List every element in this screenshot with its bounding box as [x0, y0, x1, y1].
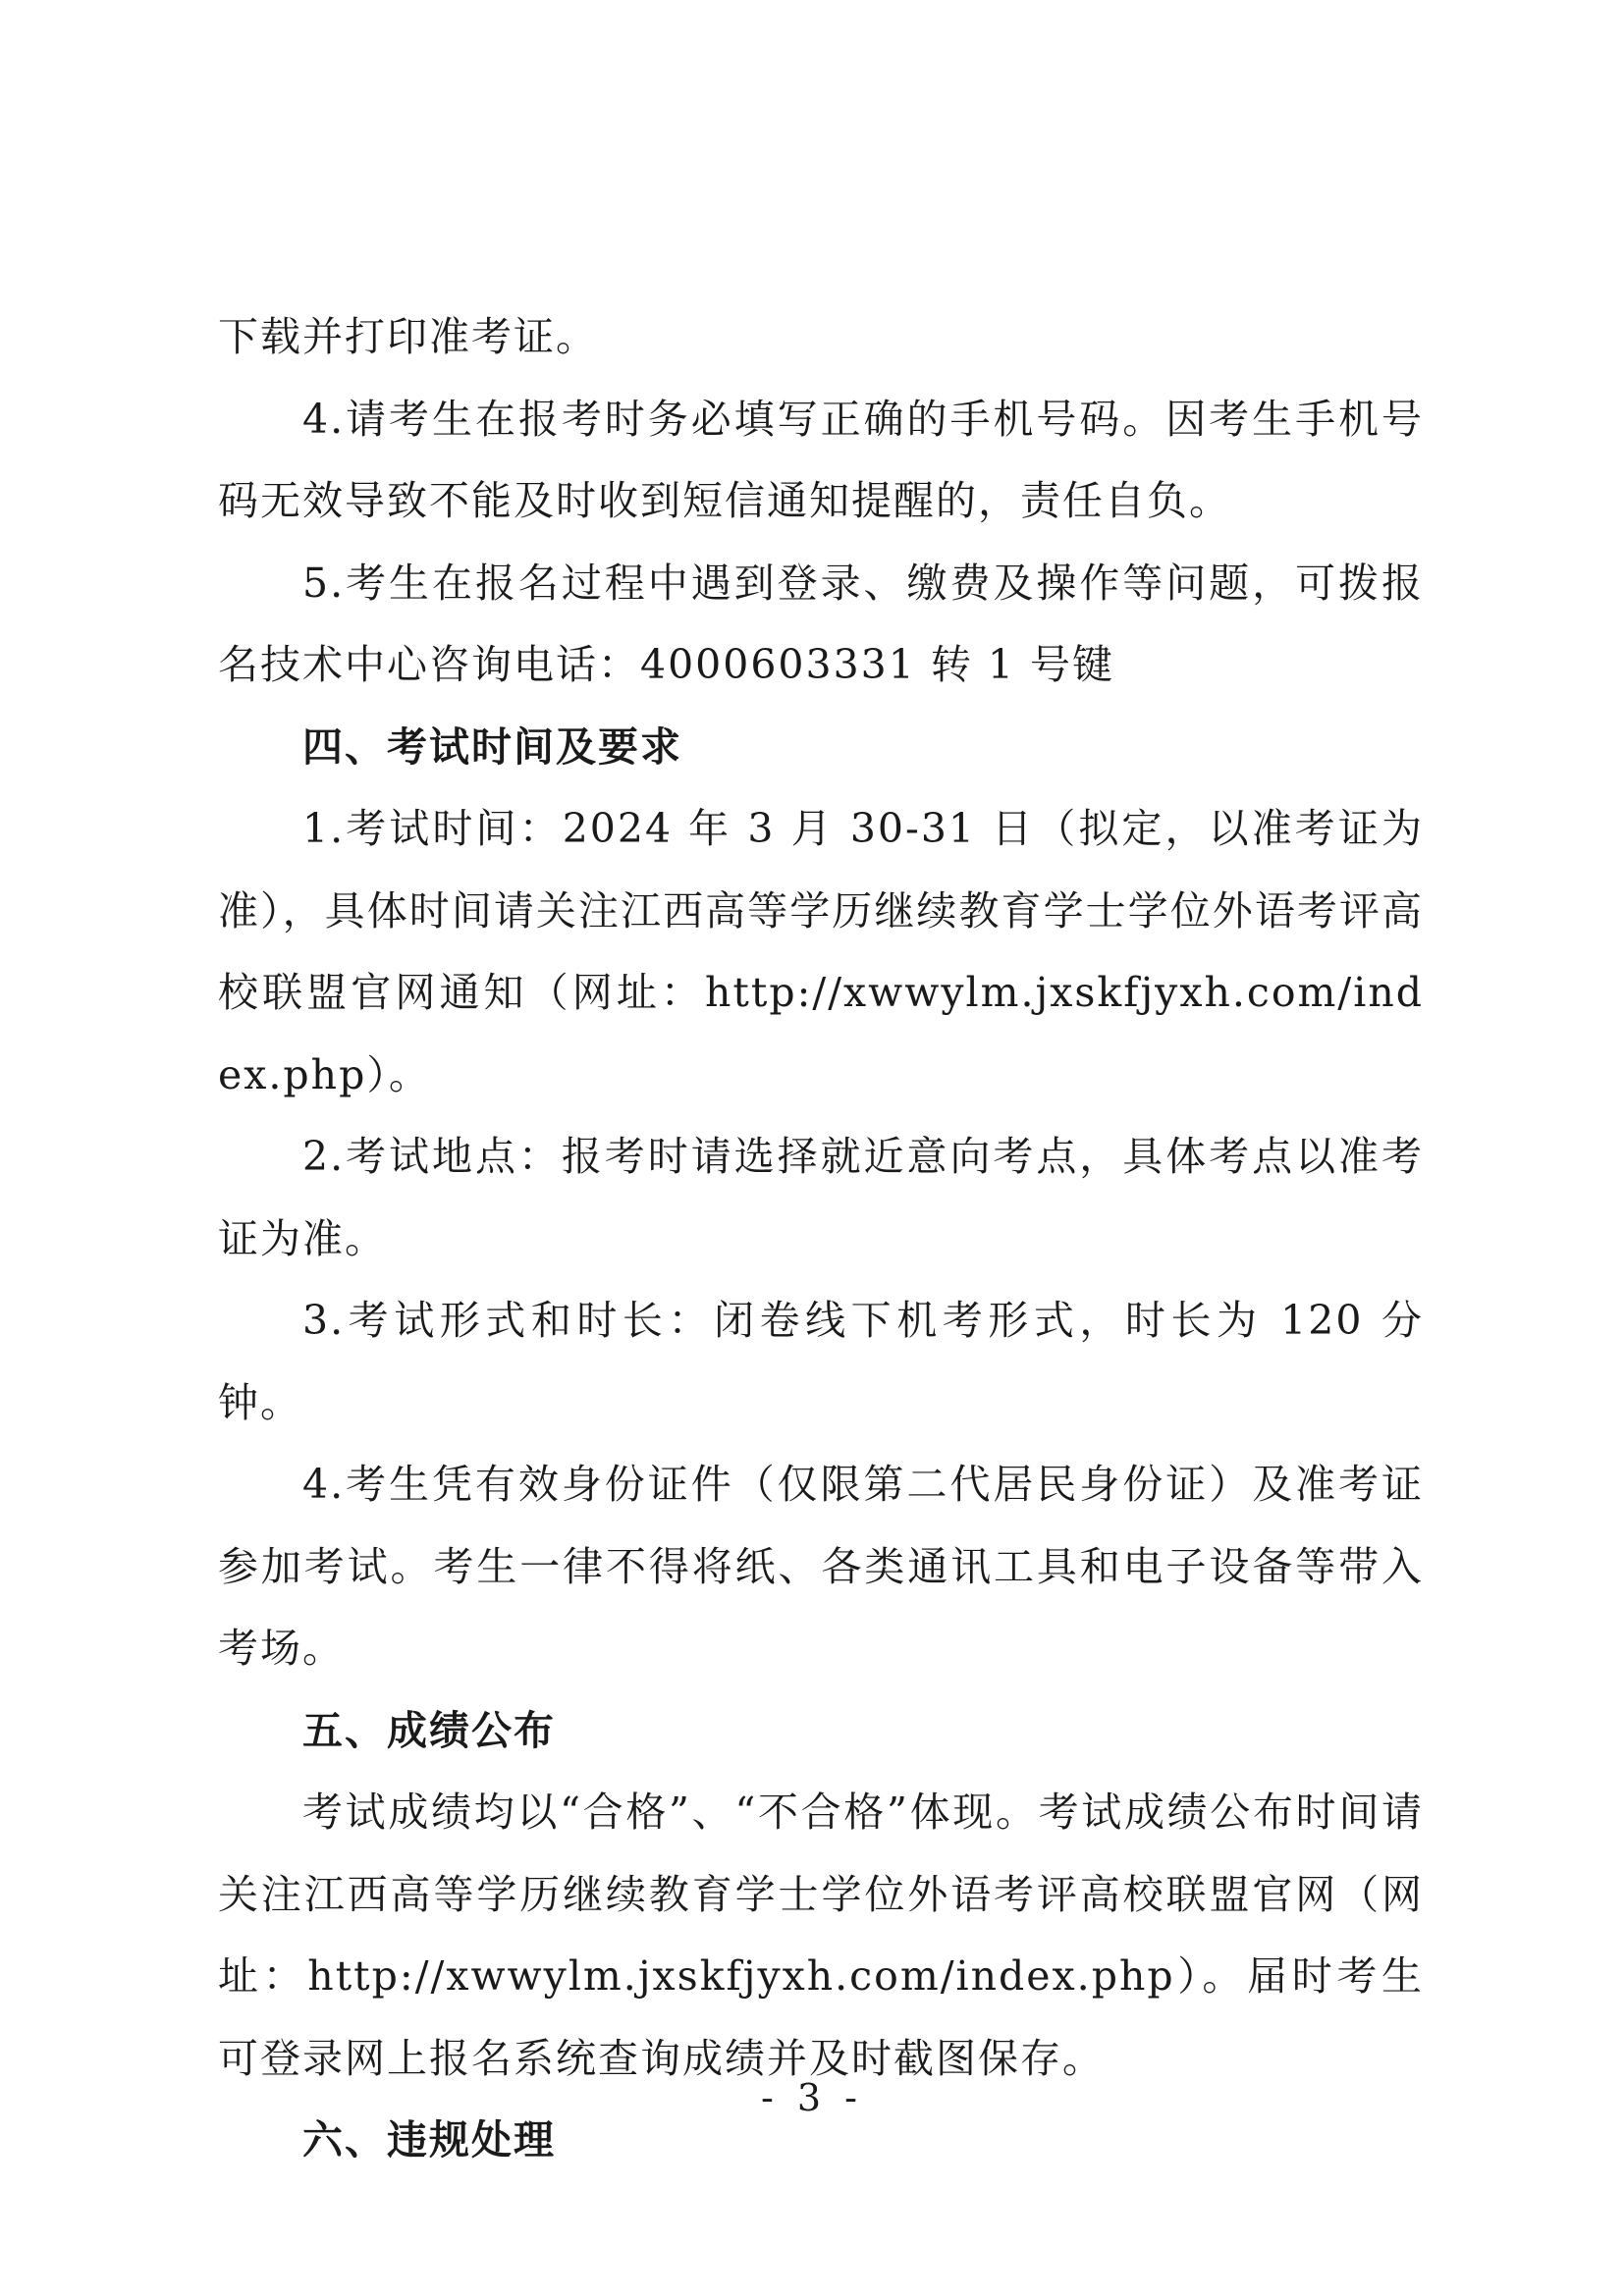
paragraph-download-admission: 下载并打印准考证。: [218, 313, 598, 360]
paragraph-exam-time: 1.考试时间：2024 年 3 月 30-31 日（拟定，以准考证为准），具体时间请关注江西高等学历继续教育学士学位外语考评高校联盟官网通知（网址：http://xwwylm.jxskfjyxh.com/index.php）。: [218, 805, 1424, 1098]
section-heading-violations: 六、违规处理: [302, 2116, 556, 2163]
paragraph-exam-location: 2.考试地点：报考时请选择就近意向考点，具体考点以准考证为准。: [218, 1133, 1424, 1262]
paragraph-tech-support: 5.考生在报名过程中遇到登录、缴费及操作等问题，可拨报名技术中心咨询电话：4000603331 转 1 号键: [218, 559, 1424, 688]
page-number: - 3 -: [760, 2076, 863, 2119]
paragraph-exam-format: 3.考试形式和时长：闭卷线下机考形式，时长为 120 分钟。: [218, 1297, 1424, 1426]
section-heading-results: 五、成绩公布: [302, 1706, 556, 1754]
paragraph-results: 考试成绩均以“合格”、“不合格”体现。考试成绩公布时间请关注江西高等学历继续教育学士学位外语考评高校联盟官网（网址：http://xwwylm.jxskfjyxh.com/index.php）。届时考生可登录网上报名系统查询成绩并及时截图保存。: [218, 1789, 1424, 2082]
paragraph-phone-number-notice: 4.请考生在报考时务必填写正确的手机号码。因考生手机号码无效导致不能及时收到短信通知提醒的，责任自负。: [218, 395, 1424, 524]
paragraph-exam-id: 4.考生凭有效身份证件（仅限第二代居民身份证）及准考证参加考试。考生一律不得将纸、各类通讯工具和电子设备等带入考场。: [218, 1461, 1424, 1672]
section-heading-exam-time: 四、考试时间及要求: [302, 722, 682, 771]
document-body: [218, 296, 1424, 2182]
